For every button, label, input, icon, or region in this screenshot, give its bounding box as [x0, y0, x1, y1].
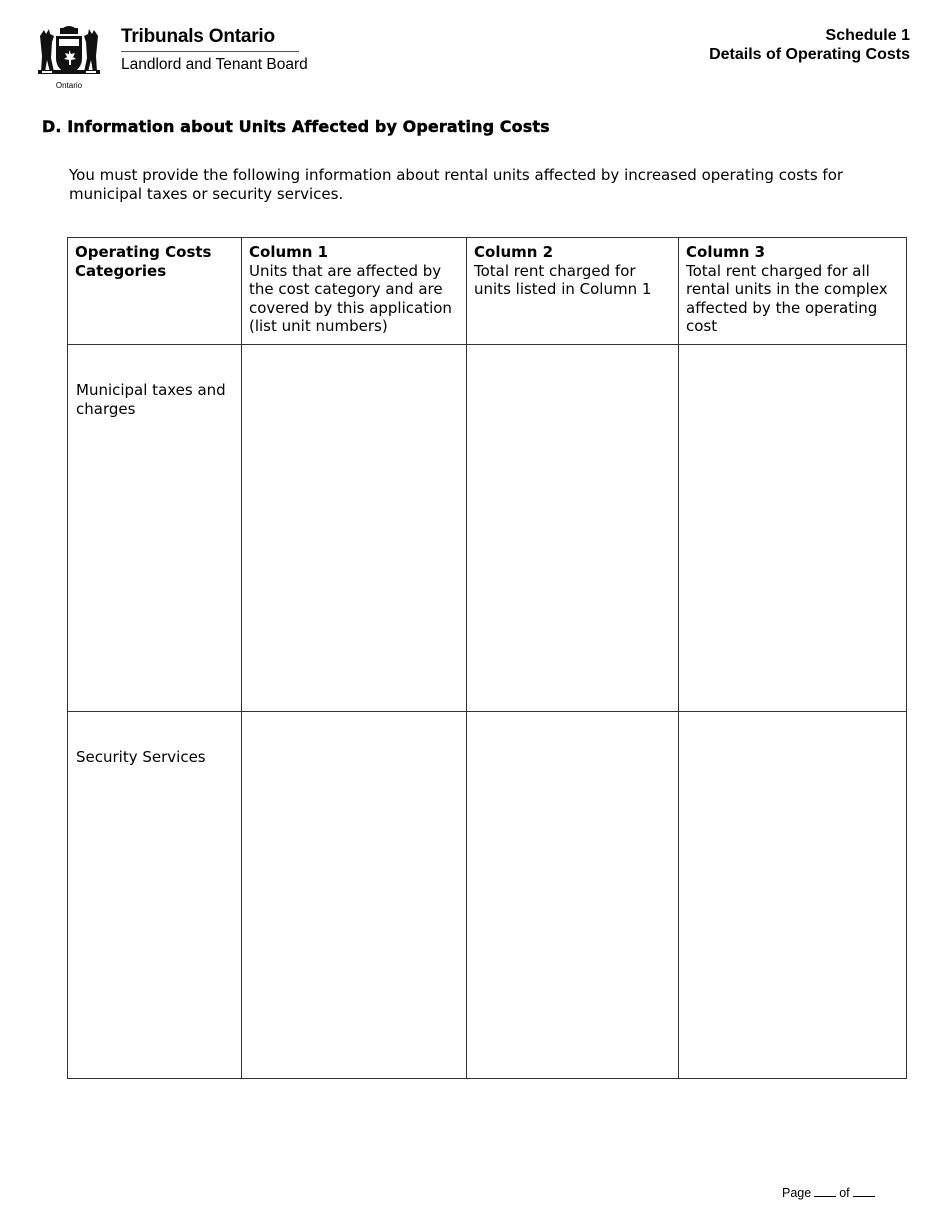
column-title: Column 3 [686, 243, 766, 261]
schedule-title: Details of Operating Costs [709, 46, 910, 63]
column-title: Column 2 [474, 243, 554, 261]
schedule-label: Schedule 1 [825, 27, 910, 44]
total-pages-field[interactable] [853, 1185, 875, 1197]
table-row-security-services [68, 712, 907, 1079]
page-label: Page [782, 1186, 812, 1200]
schedule-heading [709, 26, 910, 64]
section-instructions: You must provide the following information about rental units affected by increased operating costs for municipal taxes or security services. [69, 166, 844, 203]
column-description: Total rent charged for all rental units in the complex affected by the operating cost [686, 261, 888, 335]
column-title: Column 1 [249, 243, 329, 261]
page-number-field[interactable] [814, 1185, 836, 1197]
security-services-column3-field[interactable] [679, 712, 907, 1079]
header-column-1 [242, 238, 467, 345]
row-category-label: Security Services [68, 712, 242, 1079]
security-services-column1-field[interactable] [242, 712, 467, 1079]
column-title: Operating Costs Categories [75, 243, 212, 280]
security-services-column2-field[interactable] [467, 712, 679, 1079]
municipal-taxes-column1-field[interactable] [242, 345, 467, 712]
header-column-2 [467, 238, 679, 345]
of-label: of [839, 1186, 850, 1200]
coat-of-arms-icon [36, 26, 102, 82]
table-header-row [68, 238, 907, 345]
row-category-label: Municipal taxes and charges [68, 345, 242, 712]
table-row-municipal-taxes [68, 345, 907, 712]
column-description: Units that are affected by the cost category and are covered by this application (list unit numbers) [249, 261, 452, 335]
section-heading: D. Information about Units Affected by Operating Costs [42, 117, 550, 136]
municipal-taxes-column3-field[interactable] [679, 345, 907, 712]
header-categories [68, 238, 242, 345]
page-number-footer [782, 1185, 878, 1200]
logo-caption: Ontario [55, 81, 83, 90]
header-divider [121, 51, 299, 52]
operating-costs-table [67, 237, 907, 1079]
organization-name: Tribunals Ontario [121, 26, 275, 47]
column-description: Total rent charged for units listed in Column 1 [474, 261, 652, 298]
organization-subtitle: Landlord and Tenant Board [121, 56, 308, 73]
header-column-3 [679, 238, 907, 345]
municipal-taxes-column2-field[interactable] [467, 345, 679, 712]
